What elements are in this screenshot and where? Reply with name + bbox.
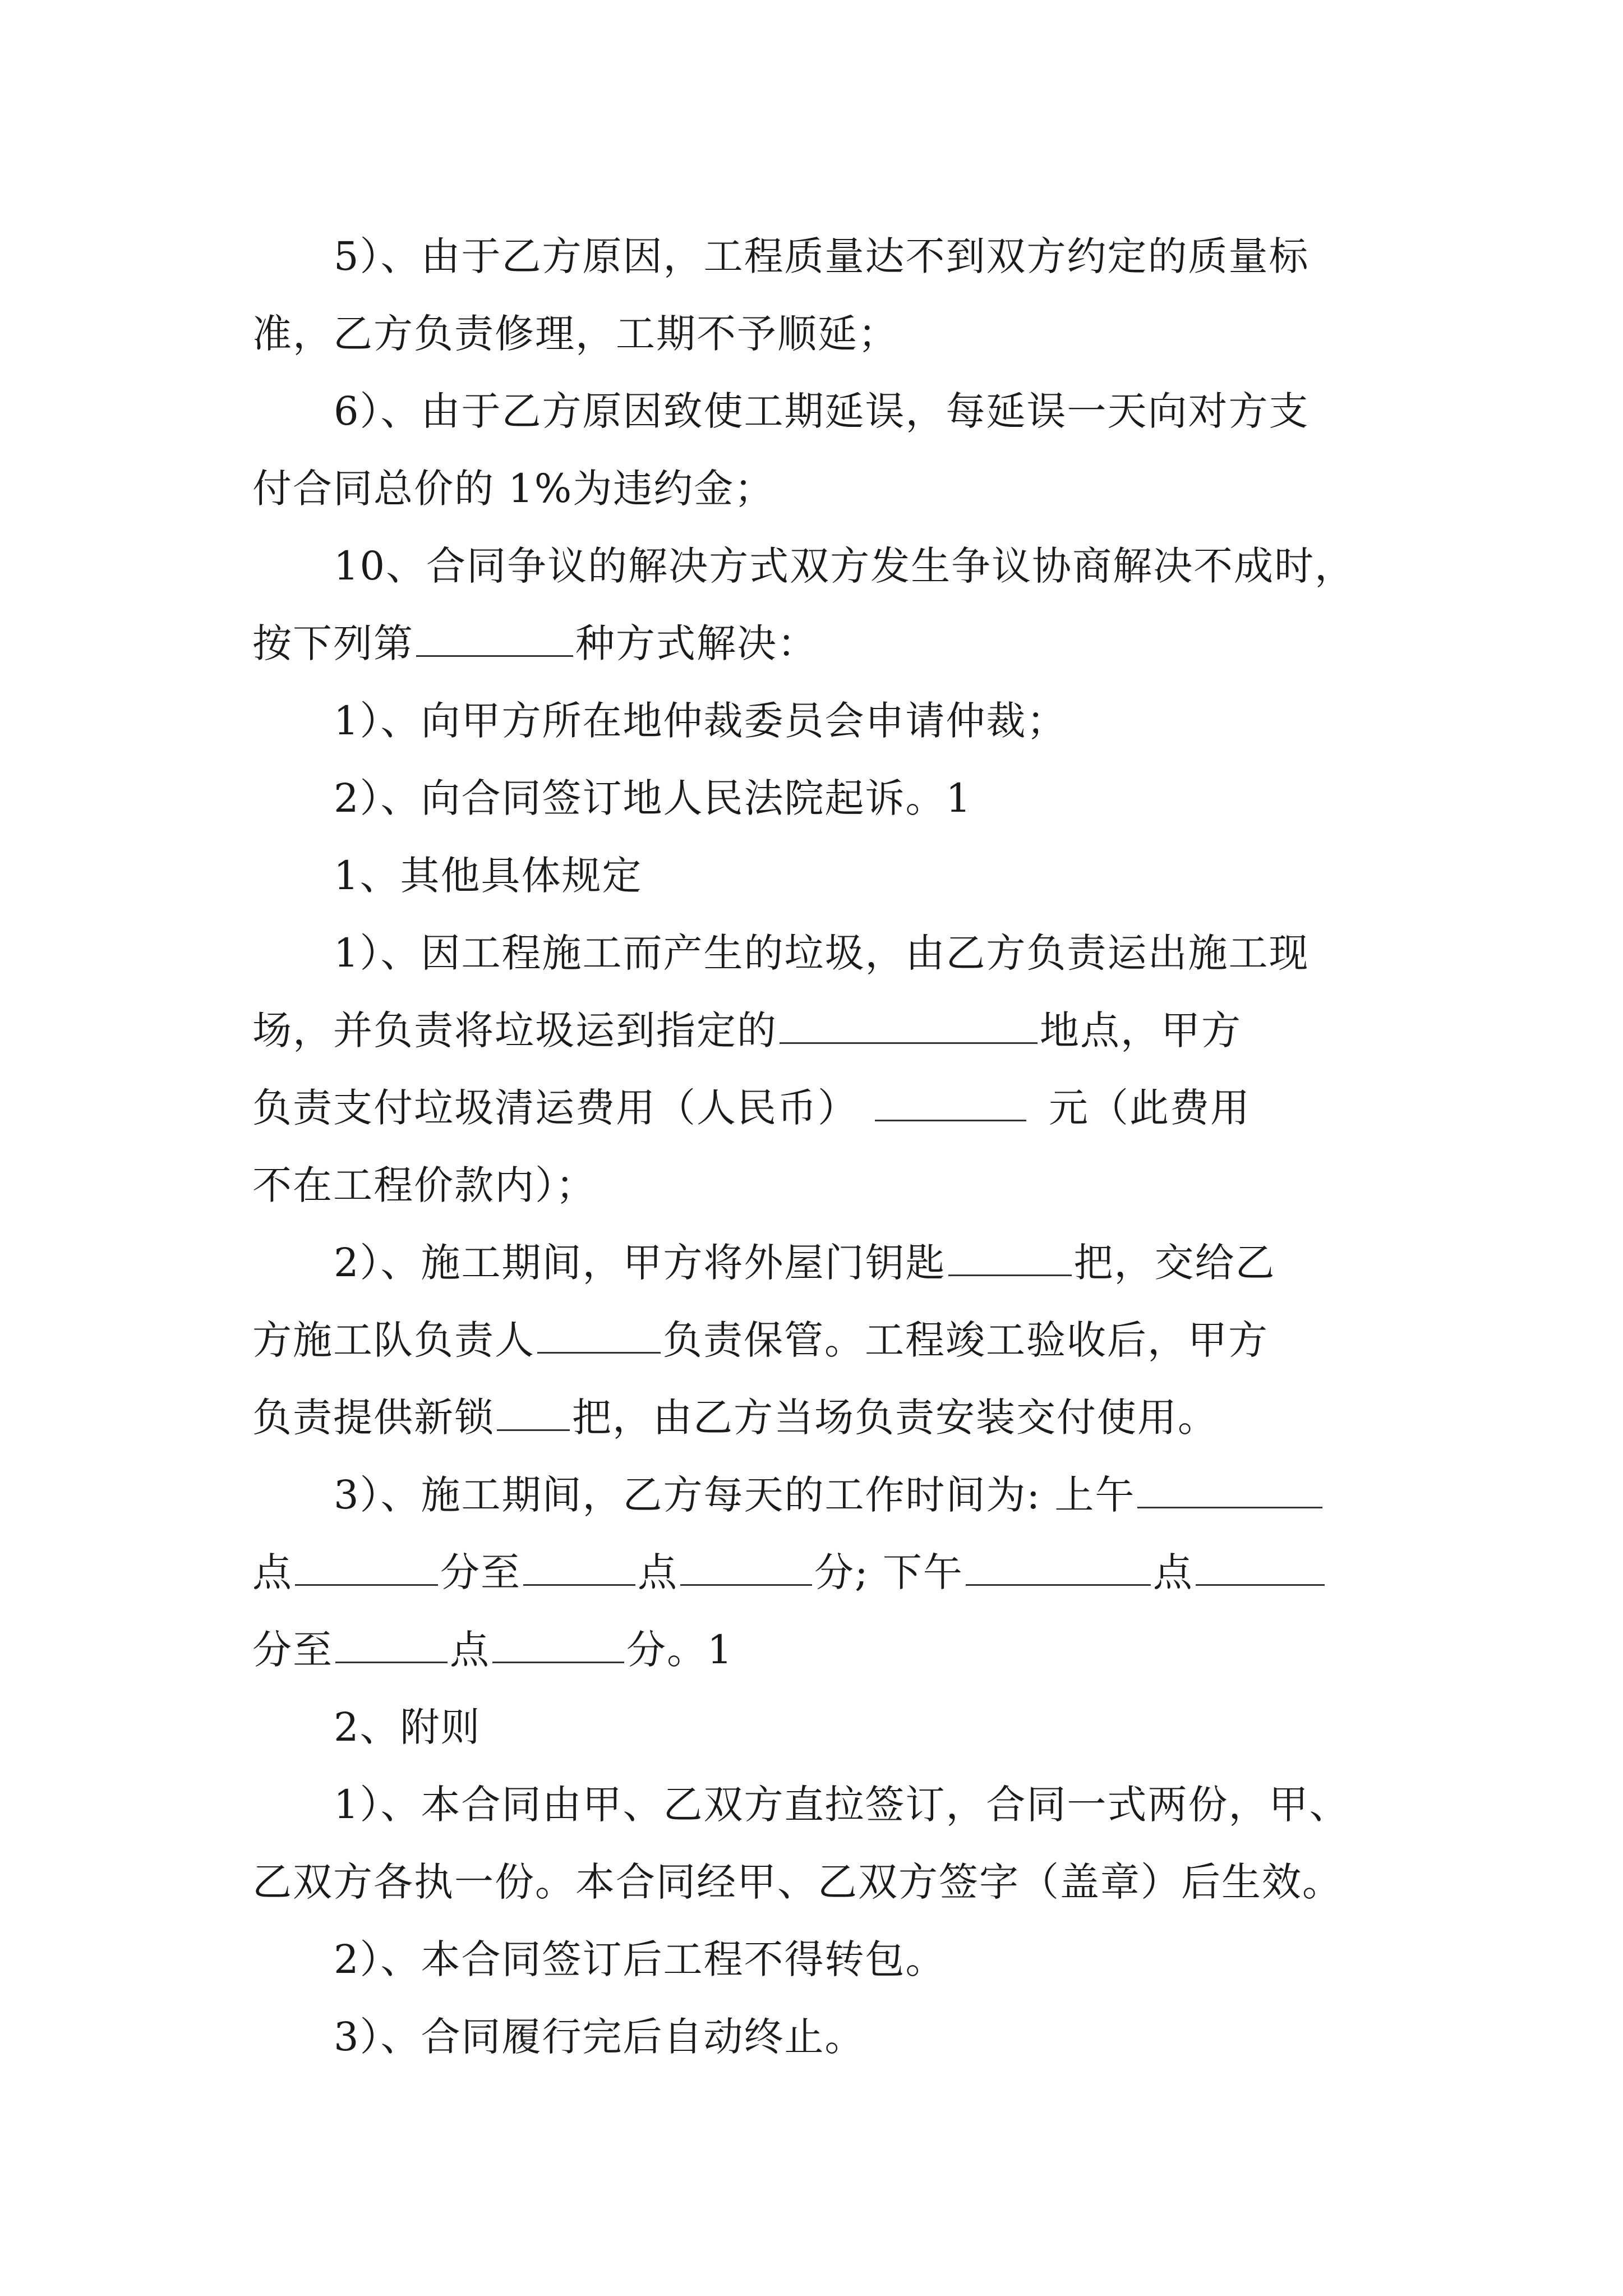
paragraph-dispute-resolution xyxy=(252,527,1391,682)
fill-in-blank[interactable] xyxy=(680,1552,812,1586)
text-line: 乙双方各执一份。本合同经甲、乙双方签字（盖章）后生效。 xyxy=(252,1859,1343,1905)
paragraph-delay-penalty xyxy=(252,372,1391,527)
text-line: 3）、合同履行完后自动终止。 xyxy=(334,2014,865,2060)
text-segment: 场，并负责将垃圾运到指定的 xyxy=(252,1007,777,1053)
text-segment: 分至 xyxy=(252,1627,333,1673)
text-line xyxy=(252,1224,1391,1301)
paragraph-door-keys xyxy=(252,1224,1391,1456)
text-segment: 种方式解决： xyxy=(575,620,818,666)
text-segment: 按下列第 xyxy=(252,620,414,666)
paragraph-court xyxy=(252,760,1391,837)
text-segment: 分。1 xyxy=(626,1627,734,1673)
text-line: 10、合同争议的解决方式双方发生争议协商解决不成时， xyxy=(334,543,1355,589)
text-line xyxy=(252,1456,1391,1534)
fill-in-blank[interactable] xyxy=(780,1010,1038,1044)
text-line: 6）、由于乙方原因致使工期延误，每延误一天向对方支 xyxy=(334,388,1310,434)
text-segment: 点 xyxy=(252,1549,293,1595)
fill-in-blank[interactable] xyxy=(295,1552,438,1586)
section-heading-supplementary xyxy=(252,1688,1391,1766)
paragraph-no-subcontract xyxy=(252,1921,1391,1998)
text-line: 2、附则 xyxy=(334,1704,481,1750)
paragraph-signing xyxy=(252,1766,1391,1921)
text-segment: 点 xyxy=(450,1627,490,1673)
text-line: 5）、由于乙方原因，工程质量达不到双方约定的质量标 xyxy=(334,233,1310,279)
paragraph-garbage-removal xyxy=(252,914,1391,1224)
paragraph-working-hours xyxy=(252,1456,1391,1688)
text-line: 1）、本合同由甲、乙双方直拉签订，合同一式两份，甲、 xyxy=(334,1782,1350,1828)
fill-in-blank[interactable] xyxy=(948,1242,1072,1276)
text-line xyxy=(252,1301,1391,1379)
text-line: 2）、本合同签订后工程不得转包。 xyxy=(334,1936,946,1982)
text-line: 1）、因工程施工而产生的垃圾，由乙方负责运出施工现 xyxy=(334,930,1310,976)
fill-in-blank[interactable] xyxy=(523,1552,635,1586)
text-line: 不在工程价款内）； xyxy=(252,1162,596,1208)
text-segment: 把，交给乙 xyxy=(1073,1240,1276,1286)
fill-in-blank[interactable] xyxy=(416,623,573,657)
fill-in-blank[interactable] xyxy=(497,1397,570,1431)
fill-in-blank[interactable] xyxy=(537,1319,661,1354)
document-page xyxy=(252,218,1391,2076)
fill-in-blank[interactable] xyxy=(966,1552,1151,1586)
text-segment: 元（此费用 xyxy=(1049,1085,1251,1131)
text-line xyxy=(252,1611,1391,1688)
text-line xyxy=(252,605,1391,682)
paragraph-termination xyxy=(252,1998,1391,2076)
text-line: 准，乙方负责修理，工期不予顺延； xyxy=(252,311,898,357)
fill-in-blank[interactable] xyxy=(875,1087,1026,1121)
text-line: 2）、向合同签订地人民法院起诉。1 xyxy=(334,775,972,821)
text-segment: 方施工队负责人 xyxy=(252,1317,535,1363)
text-line xyxy=(252,1379,1391,1456)
text-segment: 把，由乙方当场负责安装交付使用。 xyxy=(572,1395,1218,1441)
text-segment: 点 xyxy=(638,1549,678,1595)
text-segment: 分至 xyxy=(440,1549,521,1595)
text-segment: 2）、施工期间，甲方将外屋门钥匙 xyxy=(334,1240,946,1286)
fill-in-blank[interactable] xyxy=(492,1629,624,1663)
text-line: 1）、向甲方所在地仲裁委员会申请仲裁； xyxy=(334,698,1067,744)
text-segment: 负责支付垃圾清运费用（人民币） xyxy=(252,1085,858,1131)
text-line xyxy=(252,992,1391,1069)
text-line: 付合同总价的 1%为违约金； xyxy=(252,466,775,512)
fill-in-blank[interactable] xyxy=(1137,1474,1322,1508)
paragraph-quality-repair xyxy=(252,218,1391,372)
text-line xyxy=(252,1069,1391,1147)
text-segment: 3）、施工期间，乙方每天的工作时间为: 上午 xyxy=(334,1472,1136,1518)
text-segment: 负责提供新锁 xyxy=(252,1395,495,1441)
text-line xyxy=(252,1534,1391,1611)
text-line: 1、其他具体规定 xyxy=(334,853,643,899)
text-segment: 负责保管。工程竣工验收后，甲方 xyxy=(663,1317,1269,1363)
text-segment: 点 xyxy=(1152,1549,1193,1595)
fill-in-blank[interactable] xyxy=(1196,1552,1325,1586)
text-segment: 地点，甲方 xyxy=(1040,1007,1242,1053)
paragraph-arbitration xyxy=(252,682,1391,760)
section-heading-other-provisions xyxy=(252,837,1391,914)
text-segment: 分; 下午 xyxy=(814,1549,963,1595)
fill-in-blank[interactable] xyxy=(335,1629,448,1663)
